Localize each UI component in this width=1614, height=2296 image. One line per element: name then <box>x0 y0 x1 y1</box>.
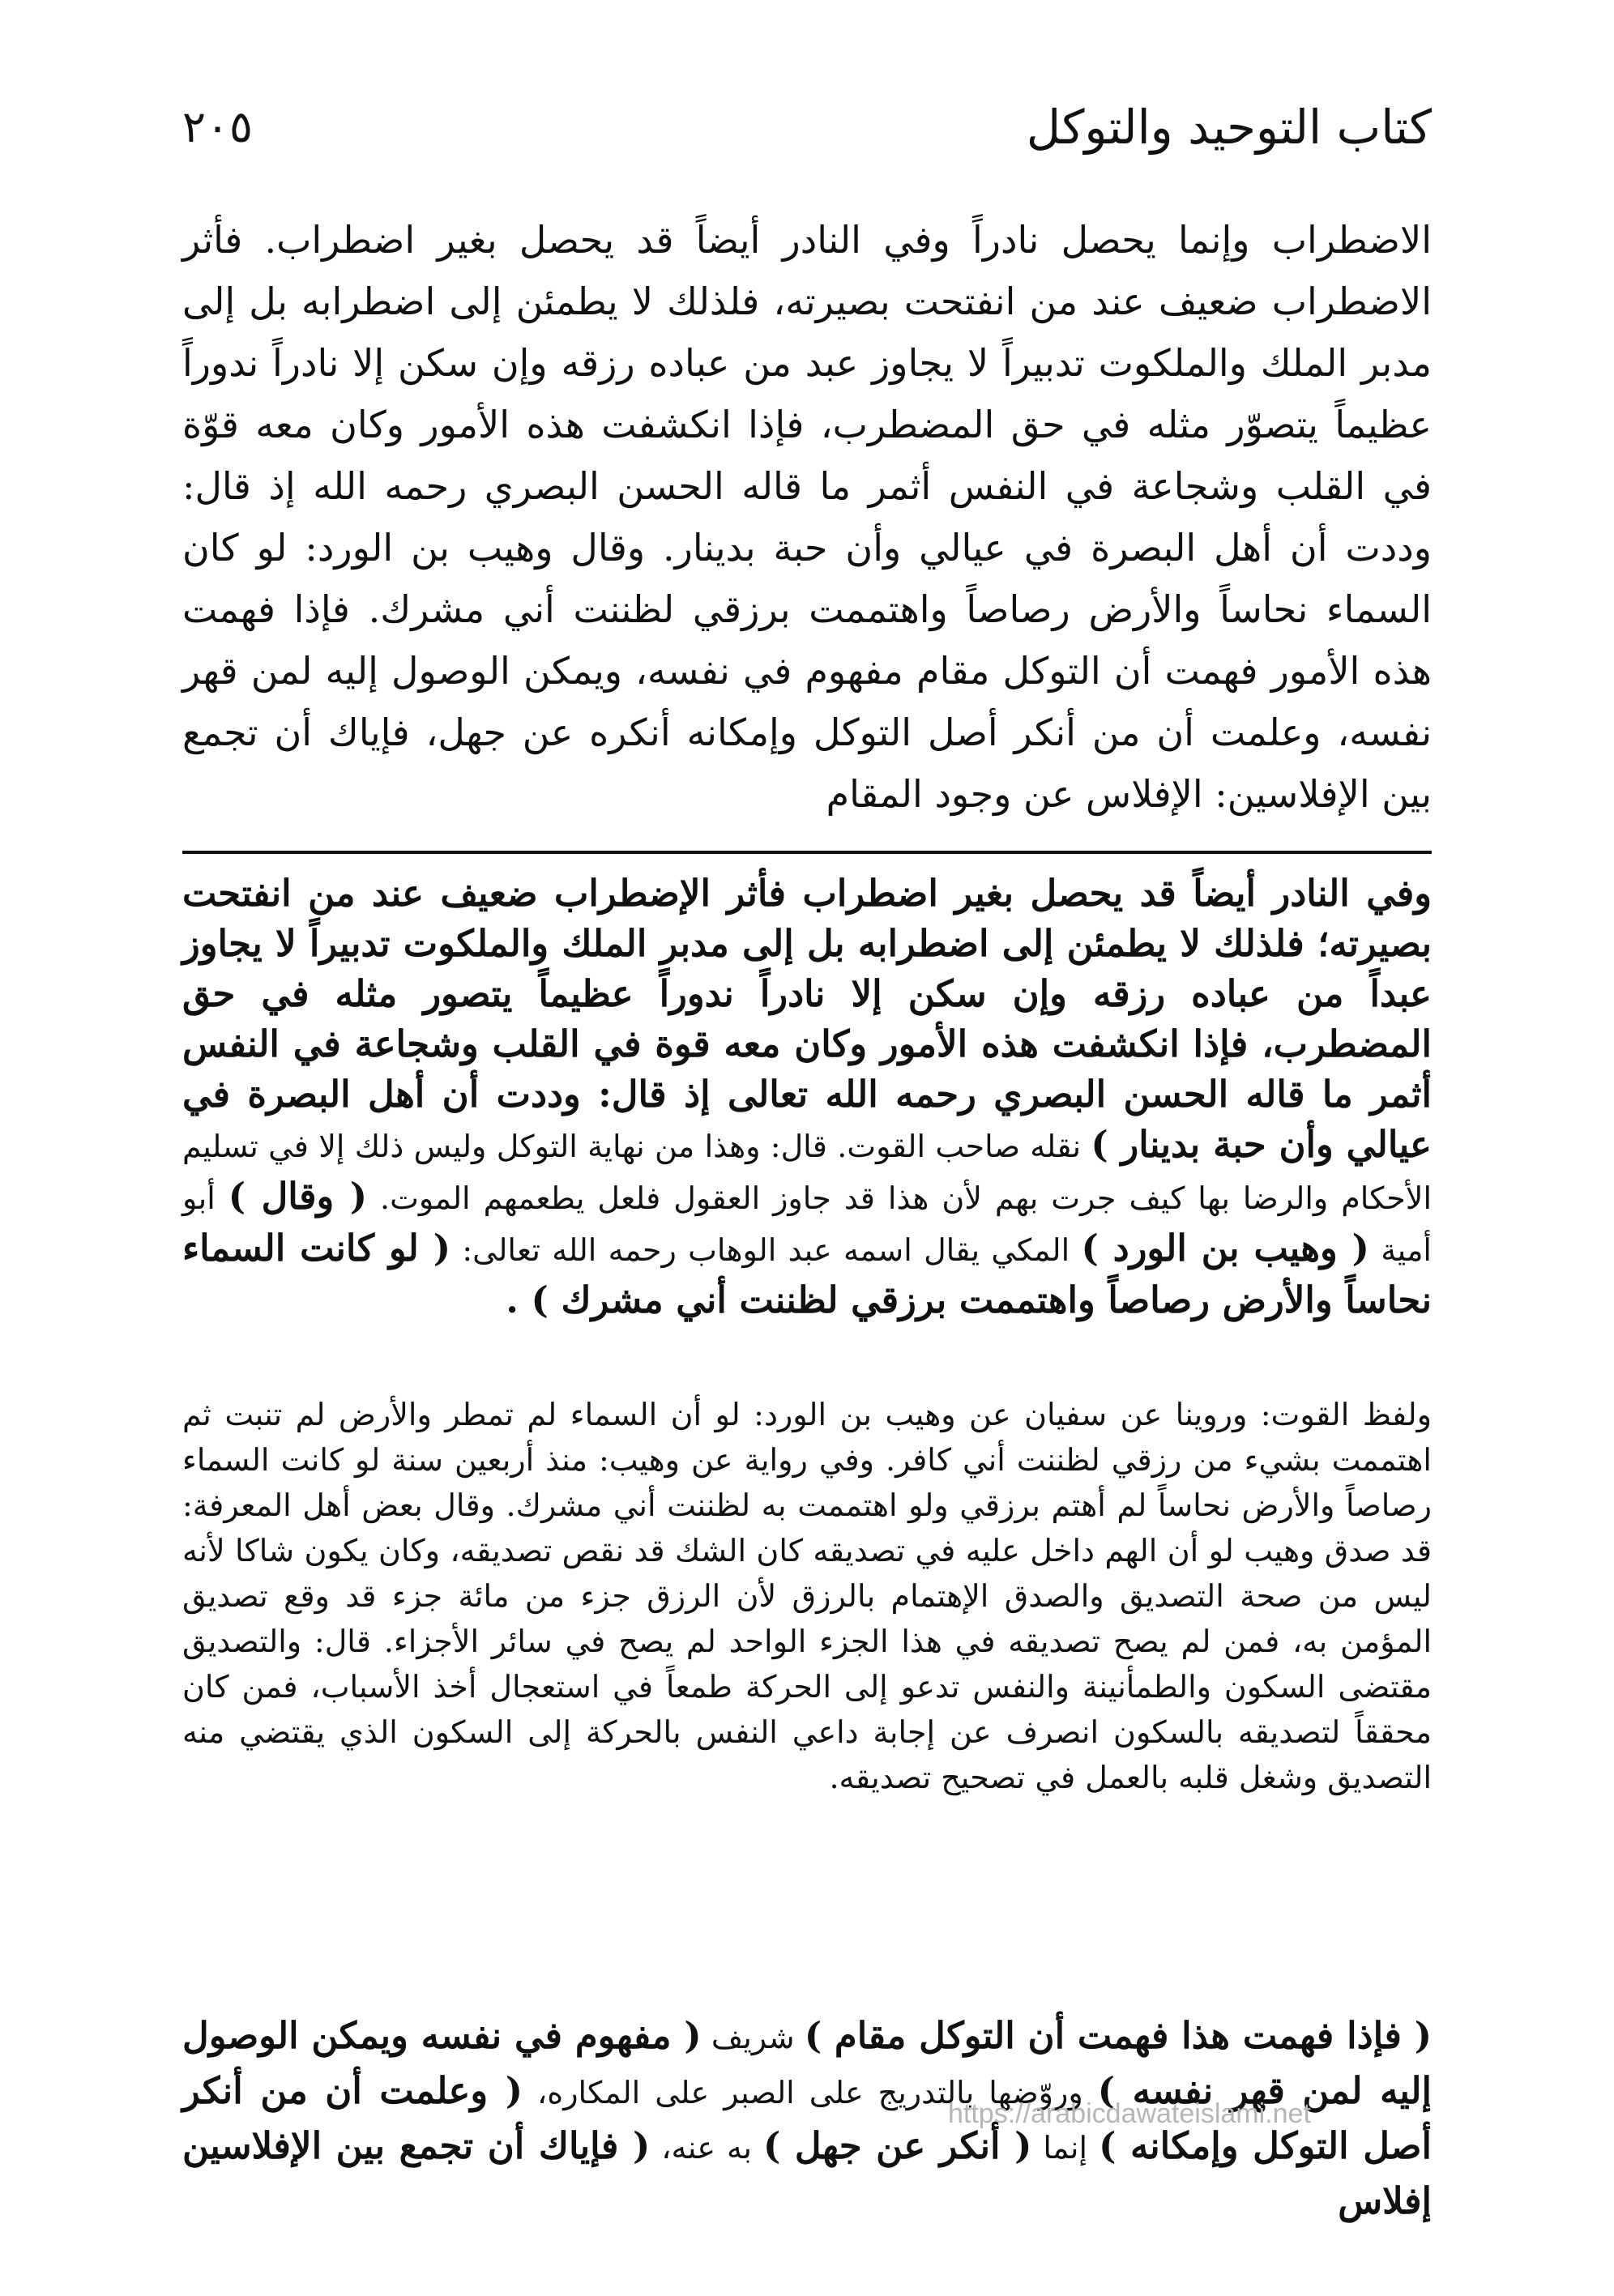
commentary-text: المكي يقال اسمه عبد الوهاب رحمه الله تعالى: <box>450 1232 1082 1268</box>
commentary-text: به عنه، <box>650 2130 764 2166</box>
book-title: كتاب التوحيد والتوكل <box>1026 100 1432 155</box>
commentary-text: شريف <box>701 2020 805 2055</box>
commentary-block-1 <box>182 868 1432 1325</box>
commentary-text: نقله صاحب القوت. قال: وهذا من نهاية التوكل وليس ذلك إلا في تسليم الأحكام والرضا بها كيف جرت بهم لأن هذا قد جاوز العقول فلعل يطعمهم الموت. <box>182 1129 1432 1216</box>
commentary-paragraph <box>182 868 1432 1325</box>
quoted-text: ( وعلمت أن من أنكر أصل التوكل وإمكانه ) <box>182 2069 1433 2167</box>
quoted-text: ( وقال ) <box>228 1175 368 1218</box>
commentary-paragraph: ولفظ القوت: وروينا عن سفيان عن وهيب بن الورد: لو أن السماء لم تمطر والأرض لم تنبت ثم اهتممت بشيء من رزقي لظننت أني كافر. وفي رواية عن وهيب: منذ أربعين سنة لو كانت السماء رصاصاً والأرض نحاساً لم أهتم برزقي ولو اهتممت به لظننت أني مشرك. وقال بعض أهل المعرفة: قد صدق وهيب لو أن الهم داخل عليه في تصديقه كان الشك قد نقص تصديقه، وكان يكون شاكا لأنه ليس من صحة التصديق والصدق الإهتمام بالرزق لأن الرزق جزء من مائة جزء قد وقع تصديق المؤمن به، فمن لم يصح تصديقه في هذا الجزء الواحد لم يصح في سائر الأجزاء. قال: والتصديق مقتضى السكون والطمأنينة والنفس تدعو إلى الحركة طمعاً في استعجال أخذ الأسباب، فمن كان محققاً لتصديقه بالسكون انصرف عن إجابة داعي النفس بالحركة إلى السكون الذي يقتضي منه التصديق وشغل قلبه بالعمل في تصحيح تصديقه. <box>182 1397 1432 1795</box>
separator-rule <box>182 851 1432 854</box>
quoted-text: ( وهيب بن الورد ) <box>1081 1227 1369 1270</box>
commentary-text: أبو أمية <box>182 1180 1432 1268</box>
page-header <box>182 91 1432 164</box>
watermark-url: https://arabicdawateislami.net <box>948 2098 1311 2129</box>
quoted-text: ( فإذا فهمت هذا فهمت أن التوكل مقام ) <box>804 2014 1432 2057</box>
quoted-text: ( فإياك أن تجمع بين الإفلاسين إفلاس <box>182 2124 1432 2222</box>
quoted-text: ( لو كانت السماء نحاساً والأرض رصاصاً واهتممت برزقي لظننت أني مشرك ) . <box>182 1227 1432 1321</box>
main-paragraph: الاضطراب وإنما يحصل نادراً وفي النادر أيضاً قد يحصل بغير اضطراب. فأثر الاضطراب ضعيف عند من انفتحت بصيرته، فلذلك لا يطمئن إلى اضطرابه بل إلى مدبر الملك والملكوت تدبيراً لا يجاوز عبد من عباده رزقه وإن سكن إلا نادراً ندوراً عظيماً يتصوّر مثله في حق المضطرب، فإذا انكشفت هذه الأمور وكان معه قوّة في القلب وشجاعة في النفس أثمر ما قاله الحسن البصري رحمه الله إذ قال: وددت أن أهل البصرة في عيالي وأن حبة بدينار. وقال وهيب بن الورد: لو كان السماء نحاساً والأرض رصاصاً واهتممت برزقي لظننت أني مشرك. فإذا فهمت هذه الأمور فهمت أن التوكل مقام مفهوم في نفسه، ويمكن الوصول إليه لمن قهر نفسه، وعلمت أن من أنكر أصل التوكل وإمكانه أنكره عن جهل، فإياك أن تجمع بين الإفلاسين: الإفلاس عن وجود المقام <box>182 218 1432 816</box>
main-text <box>182 209 1432 825</box>
quoted-text: ( مفهوم في نفسه ويمكن الوصول إليه لمن قهر نفسه ) <box>182 2014 1432 2112</box>
page-number: ٢٠٥ <box>182 101 254 152</box>
commentary-text: إنما <box>1031 2130 1099 2166</box>
commentary-text: وروّضها بالتدريج على الصبر على المكاره، <box>523 2075 1098 2110</box>
quoted-text: ( أنكر عن جهل ) <box>763 2124 1032 2167</box>
quoted-text: وفي النادر أيضاً قد يحصل بغير اضطراب فأثر الإضطراب ضعيف عند من انفتحت بصيرته؛ فلذلك لا يطمئن إلى اضطرابه بل إلى مدبر الملك والملكوت تدبيراً لا يجاوز عبداً من عباده رزقه وإن سكن إلا نادراً ندوراً عظيماً يتصور مثله في حق المضطرب، فإذا انكشفت هذه الأمور وكان معه قوة في القلب وشجاعة في النفس أثمر ما قاله الحسن البصري رحمه الله تعالى إذ قال: وددت أن أهل البصرة في عيالي وأن حبة بدينار ) <box>182 872 1433 1166</box>
commentary-block-2 <box>182 1392 1432 1800</box>
